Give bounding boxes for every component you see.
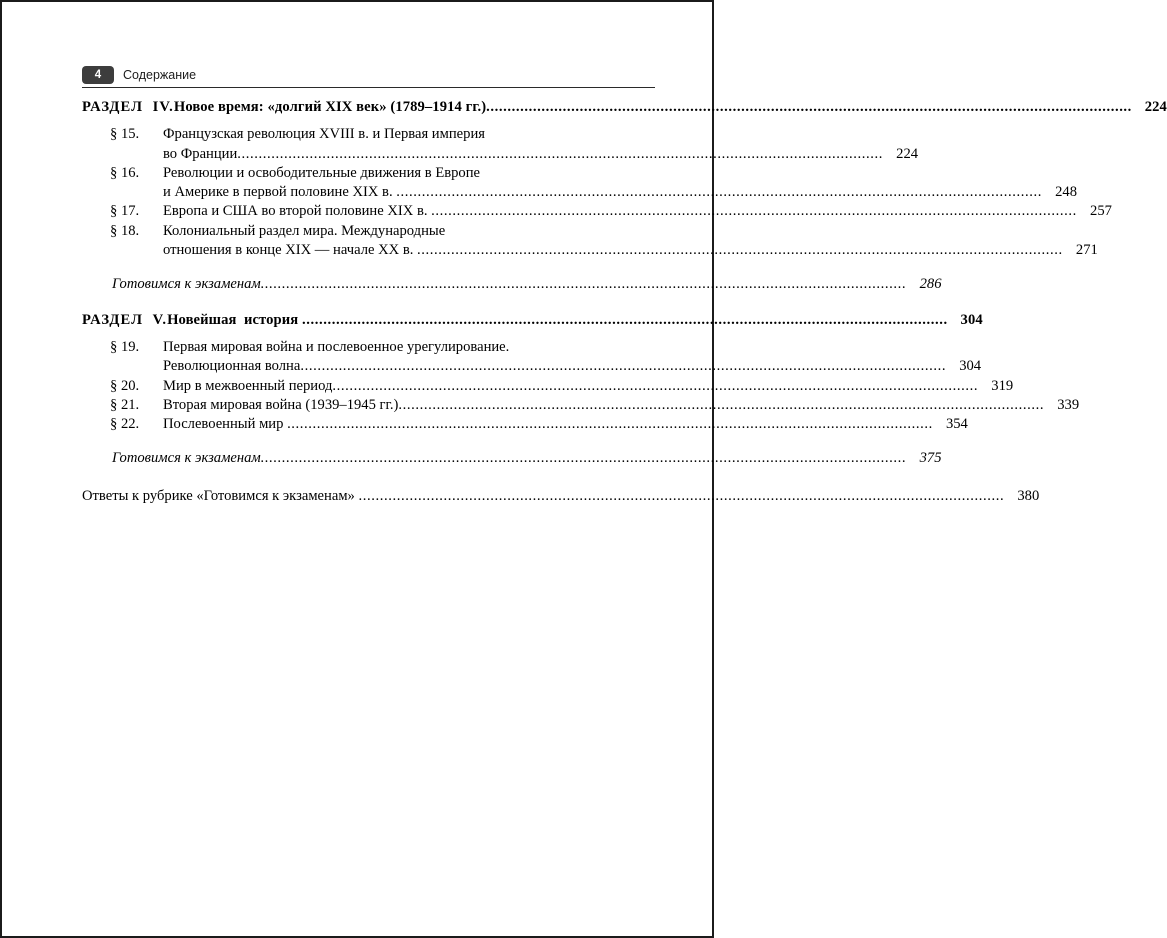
entry-page: 224	[896, 145, 919, 162]
toc-exam-prep-entry[interactable]	[82, 449, 942, 468]
toc-section-heading[interactable]	[82, 311, 983, 330]
toc-entry[interactable]	[82, 222, 683, 241]
toc-entry[interactable]	[82, 415, 968, 434]
toc-entry[interactable]	[82, 338, 683, 357]
dot-leader	[417, 241, 1063, 260]
section-page: 304	[960, 311, 983, 328]
answers-page: 380	[1017, 487, 1040, 504]
dot-leader	[300, 357, 946, 376]
entry-title-line2: Революционная волна	[163, 358, 301, 375]
section-title: Новейшая история	[167, 311, 302, 328]
toc-entry-continuation[interactable]	[82, 357, 982, 376]
section-page: 224	[1144, 99, 1167, 115]
entry-page: 304	[959, 358, 982, 375]
toc-entry-continuation[interactable]	[82, 241, 1098, 260]
section-title: Новое время: «долгий XIX век» (1789–1914 гг.)	[173, 99, 487, 115]
exam-prep-page: 375	[919, 450, 942, 467]
exam-prep-page: 286	[919, 276, 942, 293]
entry-page: 339	[1057, 396, 1080, 413]
toc-entry[interactable]	[82, 202, 1112, 221]
entry-page: 271	[1075, 242, 1098, 259]
page-number-badge: 4	[82, 66, 114, 84]
entry-title-line1: Европа и США во второй половине XIX в.	[163, 203, 432, 220]
exam-prep-label: Готовимся к экзаменам	[112, 450, 261, 467]
dot-leader	[396, 183, 1042, 202]
dot-leader	[302, 311, 948, 330]
toc-exam-prep-entry[interactable]	[82, 275, 942, 294]
entry-number: § 15.	[110, 126, 140, 143]
dot-leader	[287, 415, 933, 434]
exam-prep-label: Готовимся к экзаменам	[112, 276, 261, 293]
toc-entry[interactable]	[82, 377, 1014, 396]
toc-section-heading[interactable]	[82, 98, 1167, 117]
entry-title-line1: Первая мировая война и послевоенное урегулирование.	[163, 338, 510, 355]
running-header-title: Содержание	[123, 68, 197, 82]
entry-title-line1: Вторая мировая война (1939–1945 гг.)	[163, 396, 399, 413]
toc-entry-continuation[interactable]	[82, 145, 919, 164]
header-divider	[82, 87, 655, 88]
entry-page: 319	[991, 377, 1014, 394]
dot-leader	[261, 275, 907, 294]
entry-number: § 17.	[110, 203, 140, 220]
entry-number: § 21.	[110, 396, 140, 413]
entry-page: 354	[945, 416, 968, 433]
entry-page: 248	[1055, 184, 1078, 201]
entry-title-line2: отношения в конце XIX — начале XX в.	[163, 242, 418, 259]
answers-label: Ответы к рубрике «Готовимся к экзаменам»	[82, 487, 359, 504]
entry-title-line1: Колониальный раздел мира. Международные	[163, 222, 446, 239]
entry-number: § 18.	[110, 222, 140, 239]
dot-leader	[486, 98, 1132, 117]
entry-title-line1: Мир в межвоенный период	[163, 377, 333, 394]
dot-leader	[431, 202, 1077, 221]
dot-leader	[261, 449, 907, 468]
entry-title-line2: и Америке в первой половине XIX в.	[163, 184, 397, 201]
entry-title-line2: во Франции	[163, 145, 238, 162]
dot-leader	[398, 396, 1044, 415]
entry-number: § 16.	[110, 164, 140, 181]
entry-title-line1: Французская революция XVIII в. и Первая империя	[163, 126, 485, 143]
entry-number: § 20.	[110, 377, 140, 394]
entry-number: § 19.	[110, 338, 140, 355]
dot-leader	[332, 377, 978, 396]
toc-entry[interactable]	[82, 125, 683, 144]
dot-leader	[237, 145, 883, 164]
toc-entry-continuation[interactable]	[82, 183, 1078, 202]
entry-number: § 22.	[110, 416, 140, 433]
toc-entry[interactable]	[82, 396, 1080, 415]
toc-entry[interactable]	[82, 164, 683, 183]
entry-title-line1: Революции и освободительные движения в Европе	[163, 164, 481, 181]
entry-page: 257	[1090, 203, 1112, 220]
section-label: РАЗДЕЛ IV.	[82, 99, 174, 115]
table-of-contents	[82, 98, 1167, 506]
toc-answers-entry[interactable]	[82, 487, 1040, 506]
entry-title-line1: Послевоенный мир	[163, 416, 288, 433]
section-label: РАЗДЕЛ V.	[82, 311, 168, 328]
dot-leader	[359, 487, 1005, 506]
